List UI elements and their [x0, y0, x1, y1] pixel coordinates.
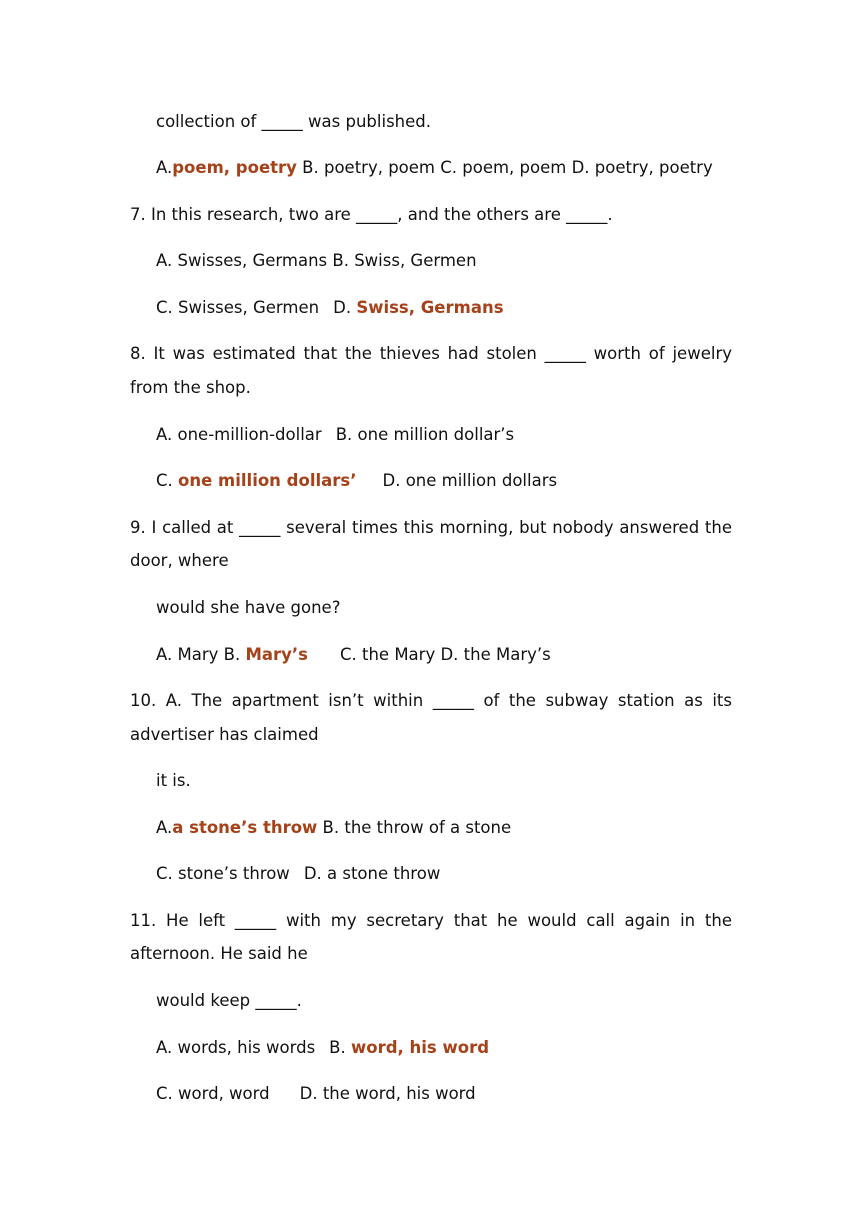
q8-option-a: A. one-million-dollar: [156, 425, 322, 444]
q6-option-a-prefix: A.: [156, 158, 173, 177]
q10-answer: a stone’s throw: [172, 818, 318, 837]
q11-options-ab: [156, 1037, 732, 1059]
q8-options-ab: [156, 424, 732, 446]
q9-stem-line2: door, where: [130, 551, 229, 570]
q7-option-c: C. Swisses, Germen: [156, 298, 320, 317]
q11-option-c: C. word, word: [156, 1084, 270, 1103]
q8-stem-line2: from the shop.: [130, 378, 251, 397]
q7-option-d-prefix: D.: [333, 298, 357, 317]
q11-option-a: A. words, his words: [156, 1038, 316, 1057]
q9-option-ab-prefix: A. Mary B.: [156, 645, 246, 664]
q9-options: [156, 644, 732, 666]
q6-other-options: B. poetry, poem C. poem, poem D. poetry, poetry: [296, 158, 713, 177]
q10-stem-line2: advertiser has claimed: [130, 725, 319, 744]
q10-stem-line3: it is.: [156, 771, 191, 790]
q8-option-d: D. one million dollars: [382, 471, 558, 490]
q11-stem-line2: afternoon. He said he: [130, 944, 308, 963]
q10-stem-line1: 10. A. The apartment isn’t within _____ of the subway station as its: [130, 691, 732, 710]
q9-option-cd: C. the Mary D. the Mary’s: [339, 645, 551, 664]
q8-option-b: B. one million dollar’s: [335, 425, 515, 444]
q10-option-b: B. the throw of a stone: [317, 818, 512, 837]
q11-option-b-prefix: B.: [329, 1038, 351, 1057]
q7-stem: 7. In this research, two are _____, and the others are _____.: [130, 205, 613, 224]
q9-answer: Mary’s: [245, 645, 308, 664]
q10-options-cd: [156, 863, 732, 885]
q6-options: [156, 157, 732, 179]
q6-stem-continuation: collection of _____ was published.: [156, 112, 431, 131]
q8-options-cd: [156, 470, 732, 492]
q6-answer: poem, poetry: [172, 158, 297, 177]
q10-option-a-prefix: A.: [156, 818, 173, 837]
q7-answer: Swiss, Germans: [356, 298, 504, 317]
q11-options-cd: [156, 1083, 732, 1105]
q11-stem-line1: 11. He left _____ with my secretary that he would call again in the: [130, 911, 732, 930]
q8-option-c-prefix: C.: [156, 471, 179, 490]
q7-options-ab: A. Swisses, Germans B. Swiss, Germen: [156, 251, 477, 270]
q9-stem-line1: 9. I called at _____ several times this morning, but nobody answered the: [130, 518, 732, 537]
q8-answer: one million dollars’: [178, 471, 357, 490]
q10-option-d: D. a stone throw: [303, 864, 441, 883]
q7-options-cd: [156, 297, 732, 319]
q9-stem-line3: would she have gone?: [156, 598, 341, 617]
q8-stem-line1: 8. It was estimated that the thieves had stolen _____ worth of jewelry: [130, 344, 732, 363]
q11-stem-line3: would keep _____.: [156, 991, 302, 1010]
q11-answer: word, his word: [350, 1038, 490, 1057]
q10-option-c: C. stone’s throw: [156, 864, 290, 883]
q11-option-d: D. the word, his word: [299, 1084, 476, 1103]
q10-options-ab: [156, 817, 732, 839]
